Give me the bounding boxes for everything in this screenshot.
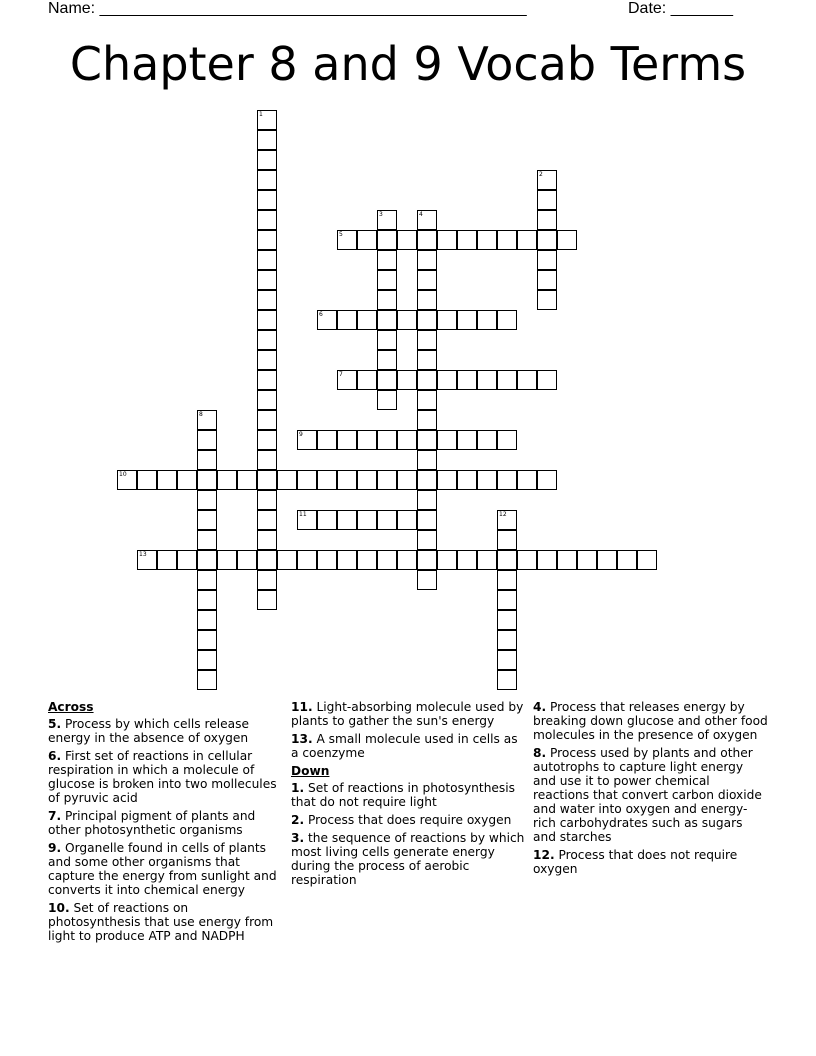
- clue-number: 13.: [291, 732, 313, 746]
- crossword-cell[interactable]: [477, 310, 497, 330]
- crossword-cell[interactable]: [497, 650, 517, 670]
- clue-text: First set of reactions in cellular respiration in which a molecule of glucose is broken into two mollecules of pyruvic acid: [48, 749, 277, 805]
- crossword-cell[interactable]: [377, 250, 397, 270]
- crossword-cell[interactable]: [497, 570, 517, 590]
- down-heading: Down: [291, 764, 330, 778]
- crossword-cell[interactable]: [117, 470, 137, 490]
- crossword-cell[interactable]: [297, 430, 317, 450]
- crossword-cell[interactable]: [197, 490, 217, 510]
- clue-text: Process used by plants and other autotrophs to capture light energy and use it to power chemical reactions that convert carbon dioxide and water into oxygen and energy-rich carbohydrates such as sugars and starches: [533, 746, 762, 844]
- crossword-cell[interactable]: [417, 330, 437, 350]
- clue-across-6: [48, 749, 284, 805]
- clue-down-2: [291, 813, 527, 827]
- crossword-cell[interactable]: [557, 230, 577, 250]
- crossword-cell[interactable]: [497, 670, 517, 690]
- crossword-cell[interactable]: [237, 470, 257, 490]
- crossword-cell[interactable]: [337, 510, 357, 530]
- crossword-cell[interactable]: [217, 470, 237, 490]
- crossword-cell[interactable]: [417, 250, 437, 270]
- crossword-cell[interactable]: [417, 370, 437, 390]
- crossword-cell[interactable]: [257, 490, 277, 510]
- clue-text: Organelle found in cells of plants and some other organisms that capture the energy from sunlight and converts it into chemical energy: [48, 841, 277, 897]
- crossword-cell[interactable]: [257, 550, 277, 570]
- crossword-cell[interactable]: [537, 190, 557, 210]
- crossword-cell[interactable]: [197, 430, 217, 450]
- crossword-cell[interactable]: [537, 170, 557, 190]
- crossword-cell[interactable]: [477, 550, 497, 570]
- crossword-cell[interactable]: [397, 310, 417, 330]
- crossword-cell[interactable]: [417, 350, 437, 370]
- crossword-cell[interactable]: [497, 630, 517, 650]
- crossword-cell[interactable]: [417, 310, 437, 330]
- clue-number-label: 6: [319, 311, 323, 318]
- crossword-cell[interactable]: [317, 430, 337, 450]
- crossword-cell[interactable]: [417, 470, 437, 490]
- crossword-cell[interactable]: [537, 250, 557, 270]
- crossword-cell[interactable]: [257, 430, 277, 450]
- crossword-cell[interactable]: [297, 550, 317, 570]
- crossword-cell[interactable]: [357, 510, 377, 530]
- crossword-cell[interactable]: [397, 470, 417, 490]
- crossword-cell[interactable]: [537, 210, 557, 230]
- crossword-cell[interactable]: [277, 550, 297, 570]
- clue-number: 8.: [533, 746, 547, 760]
- crossword-cell[interactable]: [377, 330, 397, 350]
- crossword-cell[interactable]: [377, 370, 397, 390]
- crossword-cell[interactable]: [337, 310, 357, 330]
- clue-number-label: 11: [299, 511, 307, 518]
- crossword-cell[interactable]: [637, 550, 657, 570]
- crossword-cell[interactable]: [597, 550, 617, 570]
- crossword-cell[interactable]: [197, 670, 217, 690]
- crossword-cell[interactable]: [297, 470, 317, 490]
- crossword-cell[interactable]: [517, 230, 537, 250]
- crossword-cell[interactable]: [377, 470, 397, 490]
- clue-number-label: 12: [499, 511, 507, 518]
- crossword-cell[interactable]: [257, 270, 277, 290]
- crossword-cell[interactable]: [377, 430, 397, 450]
- name-field[interactable]: Name: ________________________________________________: [48, 0, 527, 17]
- crossword-cell[interactable]: [517, 470, 537, 490]
- crossword-cell[interactable]: [457, 430, 477, 450]
- clue-down-8: [533, 746, 769, 844]
- crossword-cell[interactable]: [297, 510, 317, 530]
- crossword-cell[interactable]: [217, 550, 237, 570]
- crossword-cell[interactable]: [457, 370, 477, 390]
- clue-across-7: [48, 809, 284, 837]
- crossword-cell[interactable]: [357, 310, 377, 330]
- crossword-cell[interactable]: [437, 550, 457, 570]
- crossword-cell[interactable]: [377, 230, 397, 250]
- clue-text: Set of reactions on photosynthesis that use energy from light to produce ATP and NADPH: [48, 901, 274, 943]
- crossword-cell[interactable]: [517, 550, 537, 570]
- crossword-cell[interactable]: [497, 370, 517, 390]
- clue-number: 5.: [48, 717, 62, 731]
- crossword-cell[interactable]: [537, 370, 557, 390]
- crossword-cell[interactable]: [377, 350, 397, 370]
- crossword-cell[interactable]: [257, 290, 277, 310]
- crossword-cell[interactable]: [137, 470, 157, 490]
- crossword-cell[interactable]: [477, 470, 497, 490]
- crossword-cell[interactable]: [357, 430, 377, 450]
- crossword-cell[interactable]: [197, 610, 217, 630]
- clue-text: Light-absorbing molecule used by plants to gather the sun's energy: [291, 700, 524, 728]
- crossword-cell[interactable]: [497, 470, 517, 490]
- page-title: Chapter 8 and 9 Vocab Terms: [69, 37, 747, 91]
- crossword-cell[interactable]: [257, 350, 277, 370]
- clue-number-label: 13: [139, 551, 147, 558]
- clue-down-3: [291, 831, 527, 887]
- crossword-cell[interactable]: [417, 390, 437, 410]
- crossword-cell[interactable]: [257, 570, 277, 590]
- clue-number-label: 3: [379, 211, 383, 218]
- crossword-cell[interactable]: [537, 270, 557, 290]
- crossword-cell[interactable]: [257, 210, 277, 230]
- crossword-cell[interactable]: [257, 370, 277, 390]
- clue-number-label: 2: [539, 171, 543, 178]
- clue-text: Process that does require oxygen: [308, 813, 512, 827]
- crossword-cell[interactable]: [497, 310, 517, 330]
- clue-number: 4.: [533, 700, 547, 714]
- clue-number-label: 7: [339, 371, 343, 378]
- crossword-cell[interactable]: [537, 550, 557, 570]
- clue-number: 7.: [48, 809, 62, 823]
- crossword-cell[interactable]: [177, 550, 197, 570]
- crossword-cell[interactable]: [397, 430, 417, 450]
- crossword-cell[interactable]: [417, 510, 437, 530]
- clue-number: 9.: [48, 841, 62, 855]
- crossword-cell[interactable]: [537, 230, 557, 250]
- crossword-cell[interactable]: [257, 470, 277, 490]
- clue-down-1: [291, 781, 527, 809]
- crossword-cell[interactable]: [197, 450, 217, 470]
- crossword-cell[interactable]: [337, 370, 357, 390]
- crossword-cell[interactable]: [377, 510, 397, 530]
- crossword-cell[interactable]: [497, 550, 517, 570]
- crossword-cell[interactable]: [257, 110, 277, 130]
- clue-number-label: 1: [259, 111, 263, 118]
- crossword-cell[interactable]: [197, 570, 217, 590]
- clue-number-label: 10: [119, 471, 127, 478]
- clue-across-9: [48, 841, 284, 897]
- crossword-cell[interactable]: [377, 210, 397, 230]
- crossword-cell[interactable]: [197, 630, 217, 650]
- crossword-cell[interactable]: [257, 130, 277, 150]
- crossword-cell[interactable]: [477, 230, 497, 250]
- crossword-cell[interactable]: [357, 230, 377, 250]
- crossword-cell[interactable]: [317, 470, 337, 490]
- crossword-cell[interactable]: [617, 550, 637, 570]
- crossword-cell[interactable]: [337, 230, 357, 250]
- crossword-cell[interactable]: [157, 550, 177, 570]
- crossword-cell[interactable]: [457, 550, 477, 570]
- clue-number: 2.: [291, 813, 305, 827]
- crossword-cell[interactable]: [317, 310, 337, 330]
- crossword-cell[interactable]: [497, 510, 517, 530]
- crossword-cell[interactable]: [397, 370, 417, 390]
- crossword-cell[interactable]: [257, 250, 277, 270]
- crossword-cell[interactable]: [257, 190, 277, 210]
- clue-down-4: [533, 700, 769, 742]
- clue-column-2: [291, 700, 527, 891]
- crossword-cell[interactable]: [537, 470, 557, 490]
- crossword-cell[interactable]: [397, 550, 417, 570]
- crossword-cell[interactable]: [417, 430, 437, 450]
- crossword-cell[interactable]: [257, 230, 277, 250]
- clue-text: Set of reactions in photosynthesis that do not require light: [291, 781, 515, 809]
- crossword-cell[interactable]: [497, 430, 517, 450]
- across-heading: Across: [48, 700, 94, 714]
- clue-number: 10.: [48, 901, 70, 915]
- crossword-cell[interactable]: [417, 450, 437, 470]
- crossword-cell[interactable]: [457, 310, 477, 330]
- crossword-cell[interactable]: [377, 550, 397, 570]
- clue-number: 11.: [291, 700, 313, 714]
- crossword-cell[interactable]: [257, 450, 277, 470]
- crossword-cell[interactable]: [277, 470, 297, 490]
- crossword-cell[interactable]: [457, 470, 477, 490]
- clue-text: Process that releases energy by breaking down glucose and other food molecules in the presence of oxygen: [533, 700, 768, 742]
- crossword-cell[interactable]: [517, 370, 537, 390]
- crossword-cell[interactable]: [197, 510, 217, 530]
- clue-number: 3.: [291, 831, 305, 845]
- crossword-cell[interactable]: [337, 470, 357, 490]
- clue-across-5: [48, 717, 284, 745]
- crossword-cell[interactable]: [437, 310, 457, 330]
- crossword-cell[interactable]: [357, 550, 377, 570]
- crossword-cell[interactable]: [197, 650, 217, 670]
- clue-down-12: [533, 848, 769, 876]
- crossword-cell[interactable]: [377, 390, 397, 410]
- crossword-cell[interactable]: [197, 470, 217, 490]
- date-field[interactable]: Date: _______: [628, 0, 733, 17]
- crossword-cell[interactable]: [417, 410, 437, 430]
- crossword-cell[interactable]: [417, 570, 437, 590]
- clue-number-label: 9: [299, 431, 303, 438]
- crossword-cell[interactable]: [497, 610, 517, 630]
- crossword-cell[interactable]: [377, 270, 397, 290]
- crossword-cell[interactable]: [477, 370, 497, 390]
- crossword-cell[interactable]: [337, 430, 357, 450]
- clue-text: the sequence of reactions by which most living cells generate energy during the process of aerobic respiration: [291, 831, 525, 887]
- crossword-cell[interactable]: [437, 470, 457, 490]
- crossword-cell[interactable]: [197, 550, 217, 570]
- crossword-cell[interactable]: [257, 310, 277, 330]
- clue-across-10: [48, 901, 284, 943]
- crossword-cell[interactable]: [417, 490, 437, 510]
- crossword-cell[interactable]: [257, 170, 277, 190]
- clue-text: Process by which cells release energy in the absence of oxygen: [48, 717, 249, 745]
- crossword-cell[interactable]: [257, 530, 277, 550]
- crossword-cell[interactable]: [497, 530, 517, 550]
- clue-number: 6.: [48, 749, 62, 763]
- crossword-cell[interactable]: [377, 290, 397, 310]
- crossword-cell[interactable]: [417, 270, 437, 290]
- crossword-cell[interactable]: [357, 370, 377, 390]
- crossword-cell[interactable]: [417, 290, 437, 310]
- crossword-cell[interactable]: [417, 550, 437, 570]
- crossword-cell[interactable]: [317, 550, 337, 570]
- crossword-cell[interactable]: [257, 150, 277, 170]
- crossword-cell[interactable]: [417, 230, 437, 250]
- clue-number-label: 4: [419, 211, 423, 218]
- crossword-cell[interactable]: [197, 410, 217, 430]
- crossword-cell[interactable]: [397, 510, 417, 530]
- clue-number: 1.: [291, 781, 305, 795]
- crossword-cell[interactable]: [417, 530, 437, 550]
- crossword-cell[interactable]: [437, 430, 457, 450]
- crossword-cell[interactable]: [457, 230, 477, 250]
- crossword-cell[interactable]: [577, 550, 597, 570]
- crossword-cell[interactable]: [437, 370, 457, 390]
- crossword-cell[interactable]: [317, 510, 337, 530]
- crossword-cell[interactable]: [437, 230, 457, 250]
- crossword-cell[interactable]: [197, 530, 217, 550]
- crossword-cell[interactable]: [537, 290, 557, 310]
- crossword-cell[interactable]: [397, 230, 417, 250]
- crossword-cell[interactable]: [257, 410, 277, 430]
- crossword-cell[interactable]: [257, 590, 277, 610]
- clue-number: 12.: [533, 848, 555, 862]
- crossword-cell[interactable]: [257, 510, 277, 530]
- crossword-cell[interactable]: [157, 470, 177, 490]
- clue-across-11: [291, 700, 527, 728]
- crossword-cell[interactable]: [237, 550, 257, 570]
- crossword-cell[interactable]: [197, 590, 217, 610]
- clue-across-13: [291, 732, 527, 760]
- clue-text: A small molecule used in cells as a coenzyme: [291, 732, 518, 760]
- clue-column-3: [533, 700, 769, 880]
- crossword-cell[interactable]: [257, 330, 277, 350]
- clue-number-label: 5: [339, 231, 343, 238]
- crossword-cell[interactable]: [377, 310, 397, 330]
- crossword-cell[interactable]: [357, 470, 377, 490]
- crossword-cell[interactable]: [337, 550, 357, 570]
- crossword-cell[interactable]: [557, 550, 577, 570]
- clue-text: Process that does not require oxygen: [533, 848, 738, 876]
- crossword-cell[interactable]: [257, 390, 277, 410]
- crossword-cell[interactable]: [417, 210, 437, 230]
- crossword-cell[interactable]: [177, 470, 197, 490]
- crossword-cell[interactable]: [477, 430, 497, 450]
- clue-text: Principal pigment of plants and other photosynthetic organisms: [48, 809, 256, 837]
- crossword-cell[interactable]: [137, 550, 157, 570]
- crossword-cell[interactable]: [497, 230, 517, 250]
- clue-column-1: [48, 700, 284, 947]
- clue-number-label: 8: [199, 411, 203, 418]
- crossword-cell[interactable]: [497, 590, 517, 610]
